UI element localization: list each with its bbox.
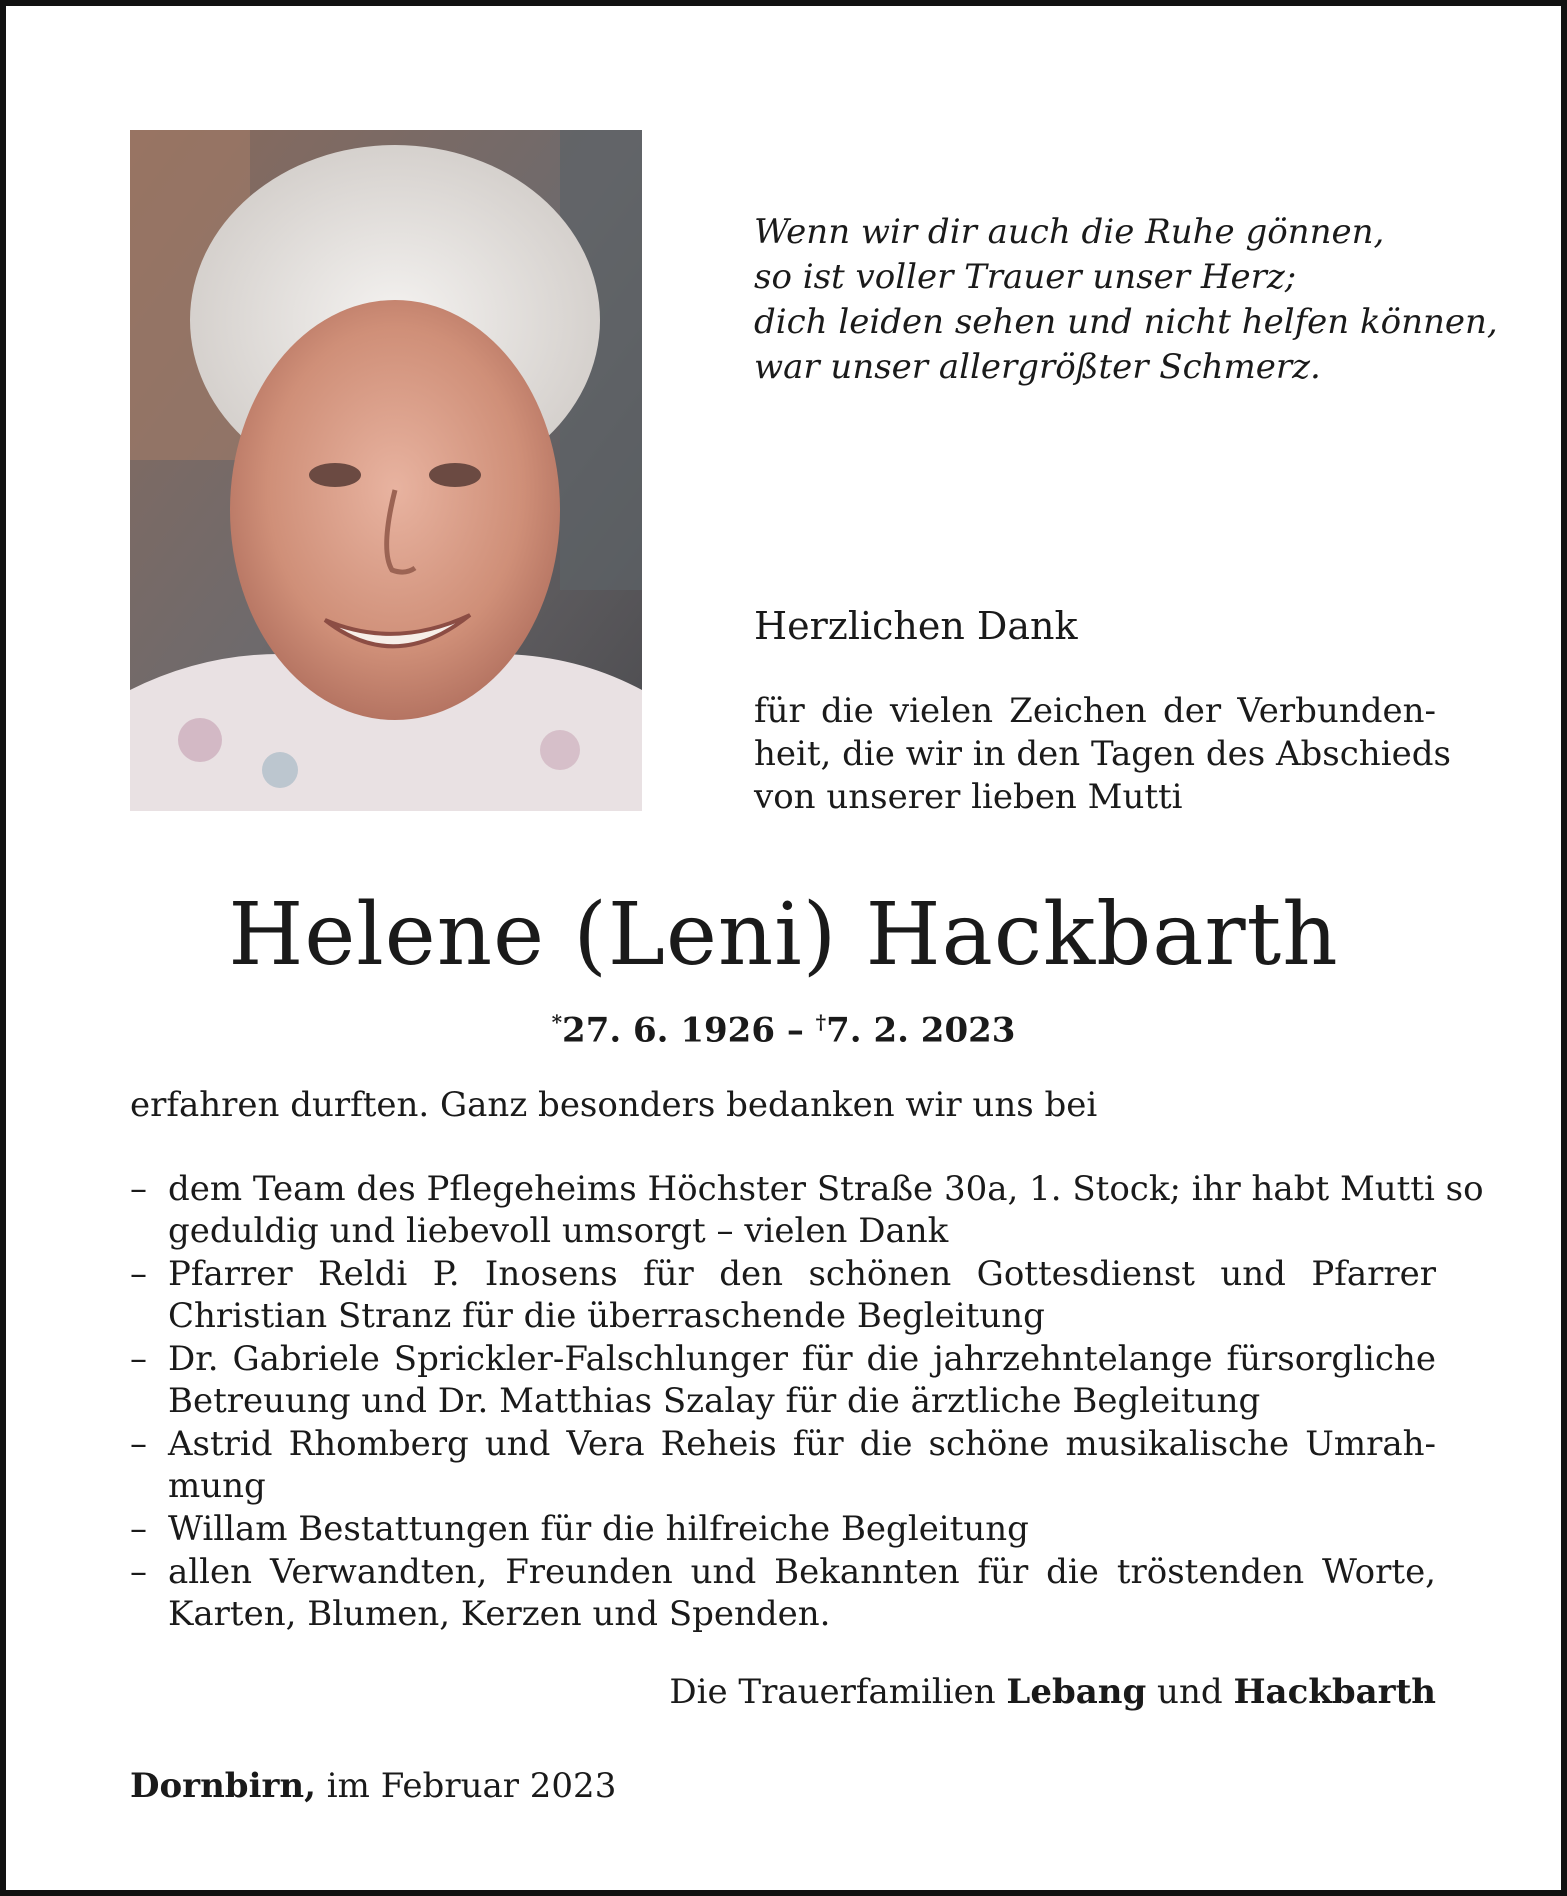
list-item-line: Karten, Blumen, Kerzen und Spenden.	[168, 1594, 831, 1634]
thanks-text-line: heit, die wir in den Tagen des Abschieds	[754, 734, 1451, 774]
signature-prefix: Die Trauerfamilien	[669, 1672, 1007, 1712]
dash-bullet: –	[130, 1339, 147, 1379]
dash-bullet: –	[130, 1509, 147, 1549]
dash-bullet: –	[130, 1254, 147, 1294]
date-separator: –	[774, 1010, 816, 1051]
dash-bullet: –	[130, 1424, 147, 1464]
place-city: Dornbirn,	[130, 1766, 316, 1806]
birth-date: 27. 6. 1926	[562, 1010, 775, 1051]
thanks-list	[130, 1168, 1484, 1636]
list-item	[130, 1253, 1436, 1337]
list-item-line: allen Verwandten, Freunden und Bekannten für die tröstenden Worte,	[168, 1552, 1436, 1592]
intro-text: erfahren durften. Ganz besonders bedanken wir uns bei	[130, 1085, 1098, 1125]
list-item	[130, 1168, 1484, 1252]
life-dates	[0, 1000, 1567, 1052]
thanks-text-line: für die vielen Zeichen der Verbunden-	[754, 691, 1436, 731]
signature-connector: und	[1146, 1672, 1234, 1712]
poem-line: dich leiden sehen und nicht helfen können,	[754, 302, 1498, 342]
list-item-line: mung	[168, 1466, 266, 1506]
list-item	[130, 1508, 1436, 1550]
poem-line: war unser allergrößter Schmerz.	[754, 347, 1321, 387]
dash-bullet: –	[130, 1552, 147, 1592]
list-item	[130, 1338, 1436, 1422]
list-item-line: Astrid Rhomberg und Vera Reheis für die schöne musikalische Umrah-	[168, 1424, 1436, 1464]
list-item	[130, 1423, 1436, 1507]
place-date-text: im Februar 2023	[315, 1766, 617, 1806]
list-item-line: Betreuung und Dr. Matthias Szalay für die ärztliche Begleitung	[168, 1381, 1261, 1421]
death-date: 7. 2. 2023	[826, 1010, 1016, 1051]
poem-line: Wenn wir dir auch die Ruhe gönnen,	[754, 212, 1385, 252]
family-signature	[0, 1670, 1436, 1714]
thanks-text	[754, 690, 1451, 819]
birth-symbol: *	[551, 1010, 563, 1034]
list-item-line: Pfarrer Reldi P. Inosens für den schönen Gottesdienst und Pfarrer	[168, 1254, 1436, 1294]
family-name-2: Hackbarth	[1233, 1672, 1436, 1712]
list-item-line: Christian Stranz für die überraschende Begleitung	[168, 1296, 1045, 1336]
portrait-image	[130, 130, 642, 811]
thanks-text-line: von unserer lieben Mutti	[754, 777, 1183, 817]
poem	[754, 210, 1498, 390]
thanks-heading: Herzlichen Dank	[754, 604, 1078, 648]
list-item-line: Willam Bestattungen für die hilfreiche Begleitung	[168, 1509, 1029, 1549]
poem-line: so ist voller Trauer unser Herz;	[754, 257, 1297, 297]
dash-bullet: –	[130, 1169, 147, 1209]
list-item-line: geduldig und liebevoll umsorgt – vielen Dank	[168, 1211, 949, 1251]
list-item	[130, 1551, 1436, 1635]
portrait-photo	[130, 130, 642, 811]
place-date	[130, 1764, 616, 1808]
family-name-1: Lebang	[1006, 1672, 1147, 1712]
list-item-line: dem Team des Pflegeheims Höchster Straße 30a, 1. Stock; ihr habt Mutti so	[168, 1169, 1484, 1209]
death-symbol: †	[815, 1010, 827, 1034]
list-item-line: Dr. Gabriele Sprickler-Falschlunger für die jahrzehntelange fürsorgliche	[168, 1339, 1436, 1379]
deceased-name: Helene (Leni) Hackbarth	[228, 885, 1339, 985]
